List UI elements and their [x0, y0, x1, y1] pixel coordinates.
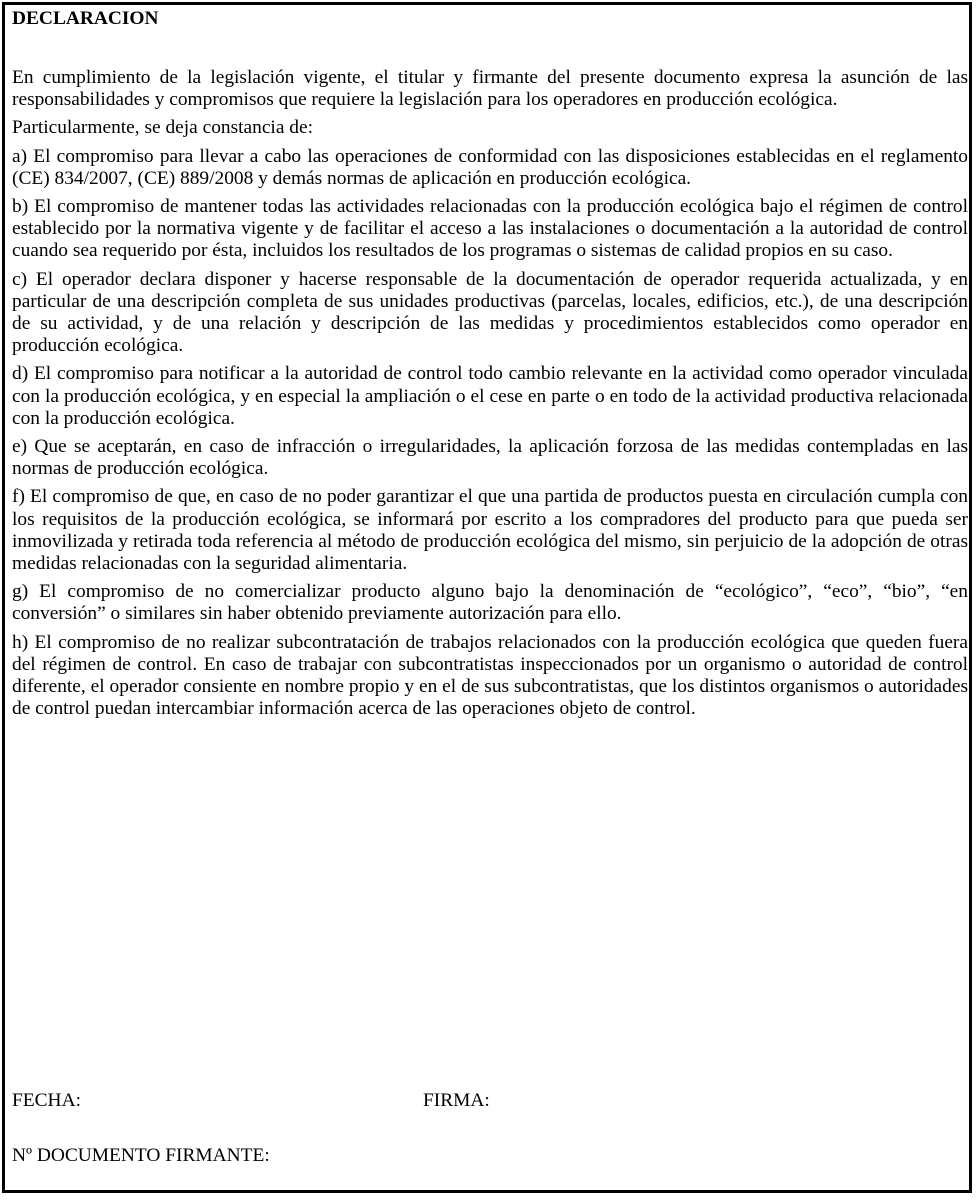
firma-field-label: FIRMA: [423, 1090, 490, 1111]
clause-c: c) El operador declara disponer y hacerse responsable de la documentación de operador requerida actualizada, y en particular de una descripción completa de sus unidades productivas (parcelas, locales, edificios, etc.), de una descripción de su actividad, y de una relación y descripción de las medidas y procedimientos establecidos como operador en producción ecológica. [12, 268, 968, 357]
clause-g: g) El compromiso de no comercializar producto alguno bajo la denominación de “ecológico”, “eco”, “bio”, “en conversión” o similares sin haber obtenido previamente autorización para ello. [12, 581, 968, 625]
declaration-body [12, 8, 969, 720]
clause-d: d) El compromiso para notificar a la autoridad de control todo cambio relevante en la actividad como operador vinculada con la producción ecológica, y en especial la ampliación o el cese en parte o en todo de la actividad productiva relacionada con la producción ecológica. [12, 363, 968, 429]
clause-b: b) El compromiso de mantener todas las actividades relacionadas con la producción ecológica bajo el régimen de control establecido por la normativa vigente y de facilitar el acceso a las instalaciones o documentación a la autoridad de control cuando sea requerido por ésta, incluidos los resultados de los programas o sistemas de calidad propios en su caso. [12, 196, 968, 262]
document-title: DECLARACION [12, 8, 159, 29]
intro-paragraph: En cumplimiento de la legislación vigente, el titular y firmante del presente documento expresa la asunción de las responsabilidades y compromisos que requiere la legislación para los operadores en producción ecológica. [12, 67, 968, 111]
fecha-field-label: FECHA: [12, 1090, 81, 1111]
clause-a: a) El compromiso para llevar a cabo las operaciones de conformidad con las disposiciones establecidas en el reglamento (CE) 834/2007, (CE) 889/2008 y demás normas de aplicación en producción ecológica. [12, 145, 968, 189]
lead-paragraph: Particularmente, se deja constancia de: [12, 117, 313, 139]
documento-firmante-field-label: Nº DOCUMENTO FIRMANTE: [12, 1145, 270, 1166]
clause-f: f) El compromiso de que, en caso de no poder garantizar el que una partida de productos puesta en circulación cumpla con los requisitos de la producción ecológica, se informará por escrito a los compradores del producto para que pueda ser inmovilizada y retirada toda referencia al método de producción ecológica del mismo, sin perjuicio de la adopción de otras medidas relacionadas con la seguridad alimentaria. [12, 486, 968, 575]
clause-e: e) Que se aceptarán, en caso de infracción o irregularidades, la aplicación forzosa de las medidas contempladas en las normas de producción ecológica. [12, 436, 968, 480]
clause-h: h) El compromiso de no realizar subcontratación de trabajos relacionados con la producción ecológica que queden fuera del régimen de control. En caso de trabajar con subcontratistas inspeccionados por un organismo o autoridad de control diferente, el operador consiente en nombre propio y en el de sus subcontratistas, que los distintos organismos o autoridades de control puedan intercambiar información acerca de las operaciones objeto de control. [12, 631, 968, 720]
